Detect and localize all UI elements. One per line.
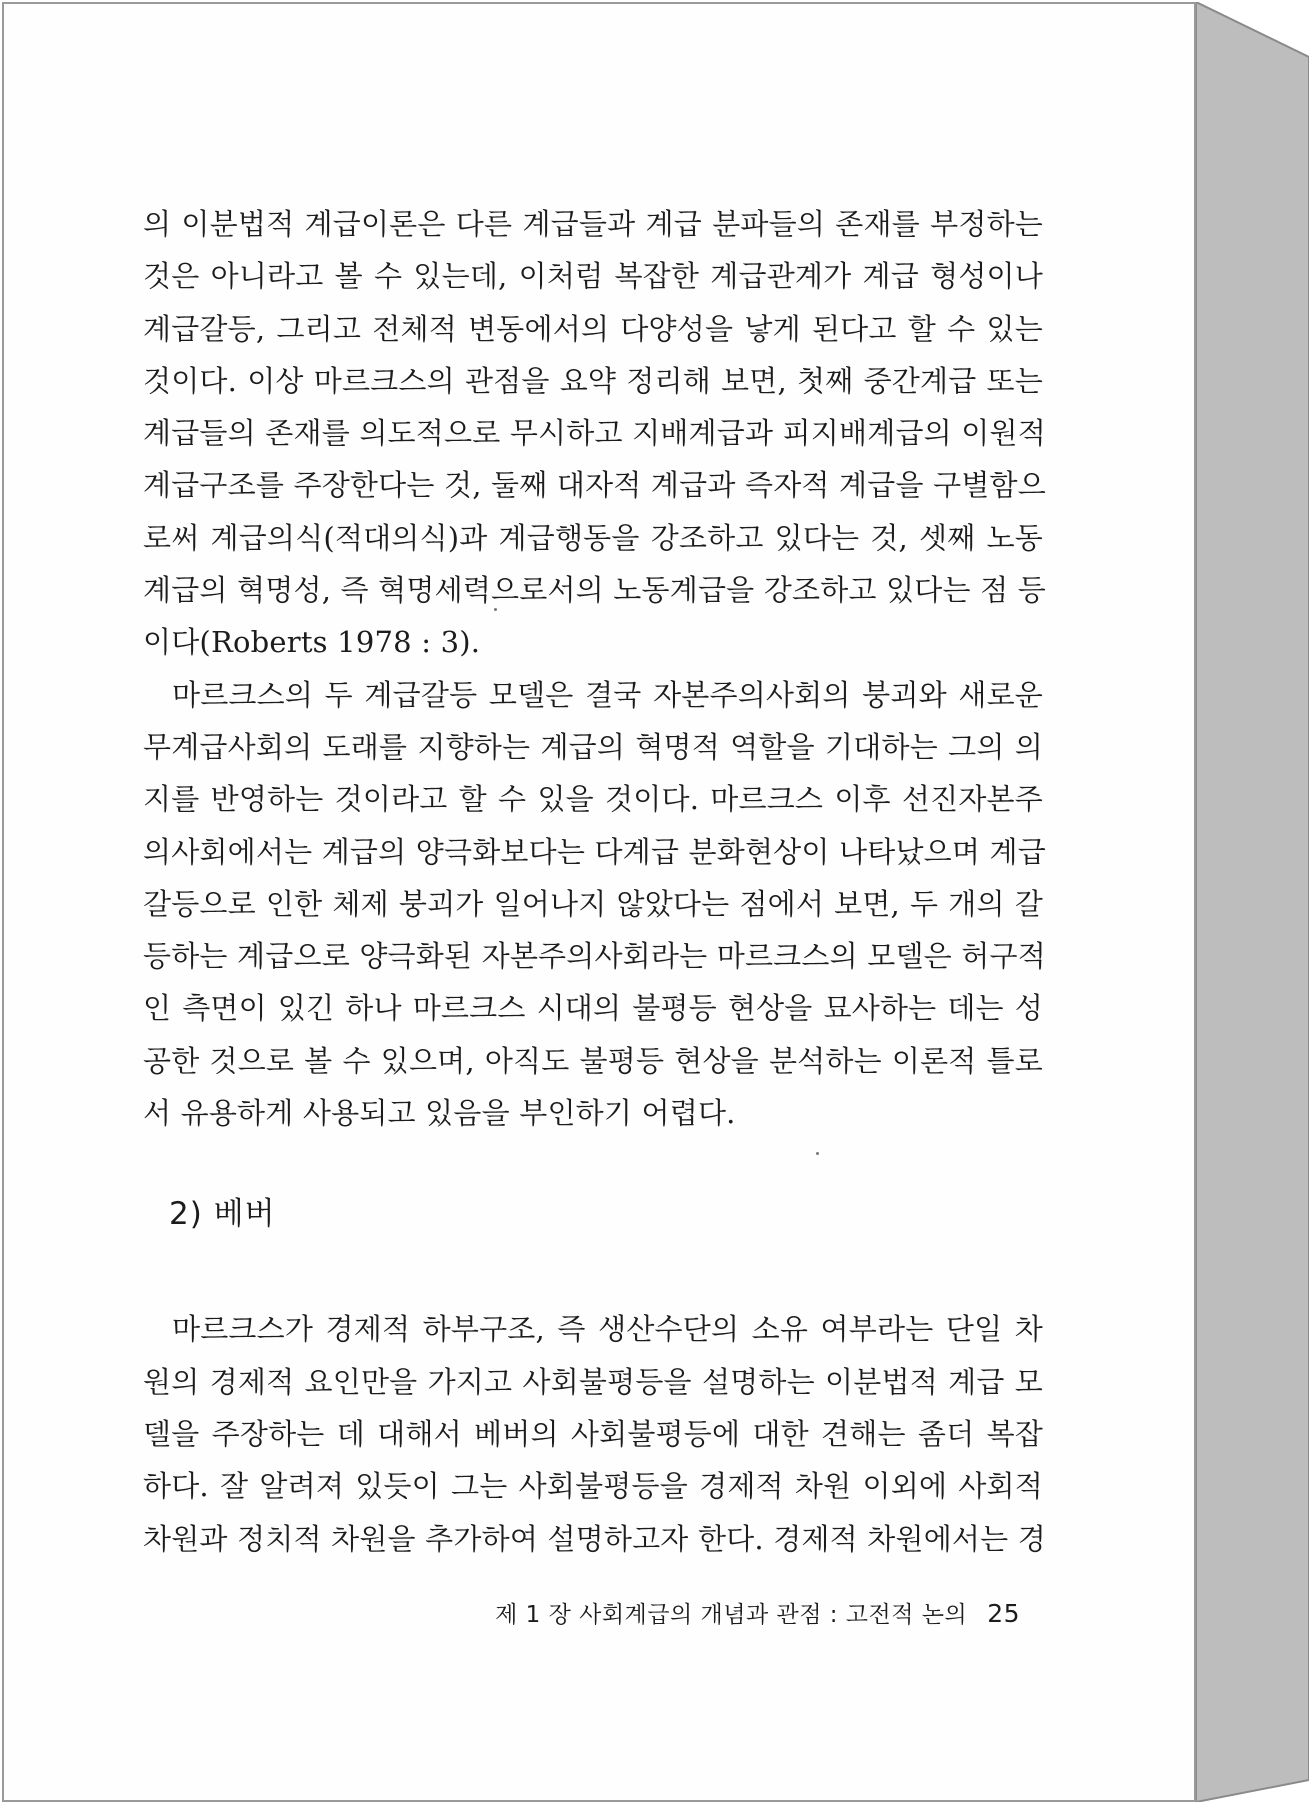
paragraph-3	[143, 1303, 1046, 1564]
text-line: 계급구조를 주장한다는 것, 둘째 대자적 계급과 즉자적 계급을 구별함으	[143, 468, 1046, 503]
text-line: 계급들의 존재를 의도적으로 무시하고 지배계급과 피지배계급의 이원적	[143, 416, 1046, 451]
text-line: 로써 계급의식(적대의식)과 계급행동을 강조하고 있다는 것, 셋째 노동	[143, 520, 1043, 555]
text-line: 하다. 잘 알려져 있듯이 그는 사회불평등을 경제적 차원 이외에 사회적	[143, 1469, 1043, 1504]
text-line: 차원과 정치적 차원을 추가하여 설명하고자 한다. 경제적 차원에서는 경	[143, 1521, 1046, 1556]
text-line: 것은 아니라고 볼 수 있는데, 이처럼 복잡한 계급관계가 계급 형성이나	[143, 259, 1043, 294]
text-line: 의 이분법적 계급이론은 다른 계급들과 계급 분파들의 존재를 부정하는	[143, 207, 1043, 241]
section-heading: 2) 베버	[169, 1196, 276, 1233]
text-line: 계급의 혁명성, 즉 혁명세력으로서의 노동계급을 강조하고 있다는 점 등	[143, 573, 1046, 608]
text-line: 계급갈등, 그리고 전체적 변동에서의 다양성을 낳게 된다고 할 수 있는	[143, 311, 1043, 346]
text-line: 델을 주장하는 데 대해서 베버의 사회불평등에 대한 견해는 좀더 복잡	[143, 1416, 1043, 1451]
text-line: 공한 것으로 볼 수 있으며, 아직도 불평등 현상을 분석하는 이론적 틀로	[143, 1043, 1043, 1078]
text-line: 갈등으로 인한 체제 붕괴가 일어나지 않았다는 점에서 보면, 두 개의 갈	[143, 886, 1043, 921]
text-line: 지를 반영하는 것이라고 할 수 있을 것이다. 마르크스 이후 선진자본주	[143, 782, 1043, 817]
text-line	[143, 669, 1043, 721]
text-line: 인 측면이 있긴 하나 마르크스 시대의 불평등 현상을 묘사하는 데는 성	[143, 991, 1043, 1026]
text-line	[143, 1303, 1043, 1355]
text-line: 등하는 계급으로 양극화된 자본주의사회라는 마르크스의 모델은 허구적	[143, 939, 1046, 974]
text-line: 의사회에서는 계급의 양극화보다는 다계급 분화현상이 나타났으며 계급	[143, 834, 1046, 869]
text-line: 원의 경제적 요인만을 가지고 사회불평등을 설명하는 이분법적 계급 모	[143, 1364, 1043, 1399]
paragraph-2	[143, 669, 1046, 1140]
page-number: 25	[987, 1599, 1020, 1628]
text-line: 무계급사회의 도래를 지향하는 계급의 혁명적 역할을 기대하는 그의 의	[143, 729, 1043, 764]
body-text	[143, 198, 1046, 1565]
text-line: 것이다. 이상 마르크스의 관점을 요약 정리해 보면, 첫째 중간계급 또는	[143, 363, 1043, 398]
text-line-content: 마르크스의 두 계급갈등 모델은 결국 자본주의사회의 붕괴와 새로운	[172, 677, 1043, 712]
text-line-content: 마르크스가 경제적 하부구조, 즉 생산수단의 소유 여부라는 단일 차	[172, 1312, 1043, 1347]
text-line: 이다(Roberts 1978 : 3).	[143, 625, 481, 660]
page-footer	[480, 1596, 1020, 1629]
text-line: 서 유용하게 사용되고 있음을 부인하기 어렵다.	[143, 1096, 736, 1131]
running-title: 제 1 장 사회계급의 개념과 관점 : 고전적 논의	[495, 1602, 968, 1628]
page-stack-edge	[1196, 2, 1309, 1802]
paragraph-1	[143, 198, 1046, 669]
